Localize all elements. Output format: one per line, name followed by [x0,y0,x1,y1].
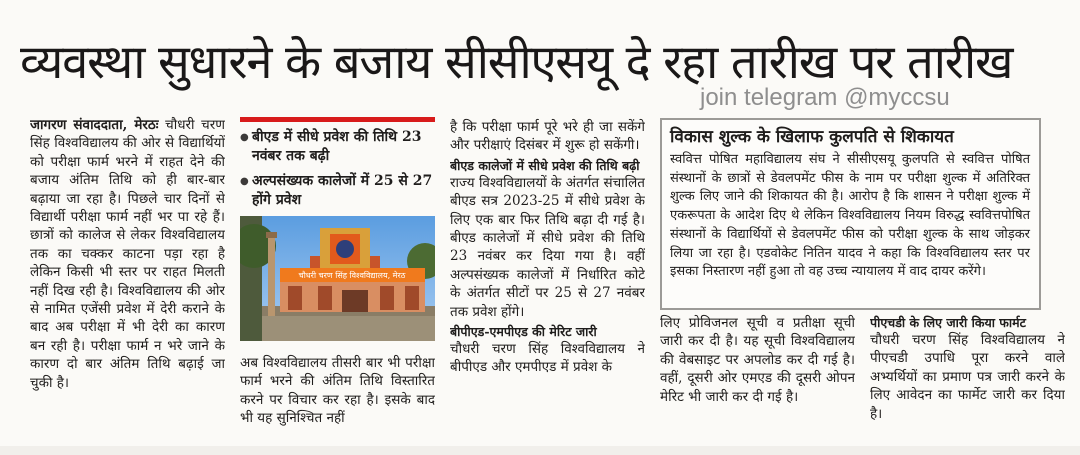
highlights-red-rule [240,117,435,122]
col4-text: लिए प्रोविजनल सूची व प्रतीक्षा सूची जारी कर दी है। यह सूची विश्वविद्यालय की वेबसाइट पर अपलोड कर दी गई है। वहीं, दूसरी ओर एमएड की दूसरी ओपन मेरिट भी जारी कर दी गई है। [660,315,855,405]
byline: जागरण संवाददाता, मेरठः [30,117,159,133]
page-bottom-edge [0,446,1080,455]
subheading-bped-merit: बीपीएड-एमपीएड की मेरिट जारी [450,324,597,340]
article-column-3 [450,118,645,438]
gate-sign-text: चौधरी चरण सिंह विश्वविद्यालय, मेरठ [298,271,406,280]
article-column-5 [870,314,1065,438]
box-body: स्ववित्त पोषित महाविद्यालय संघ ने सीसीएसयू कुलपति से स्ववित्त पोषित संस्थानों के छात्रों से डेवलपमेंट फीस के नाम पर परीक्षा शुल्क में अतिरिक्त शुल्क लिए जाने की शिकायत की है। आरोप है कि शासन ने परीक्षा शुल्क में एकरूपता के आदेश दिए थे लेकिन विश्वविद्यालय नियम विरुद्ध स्ववित्तपोषित संस्थानों के विद्यार्थियों से डेवलपमेंट फीस को परीक्षा शुल्क के साथ जोड़कर लिया जा रहा है। एडवोकेट नितिन यादव ने कहा कि विश्वविद्यालय स्तर पर इसका निस्तारण नहीं हुआ तो वह उच्च न्यायालय में वाद दायर करेंगे। [670,152,1030,280]
article-column-1 [30,116,225,438]
col3-text-3: चौधरी चरण सिंह विश्वविद्यालय ने बीपीएड और एमपीएड में प्रवेश के [450,341,645,376]
col1-text: चौधरी चरण सिंह विश्वविद्यालय की ओर से विद्यार्थियों को परीक्षा फार्म भरने में राहत देने की बजाय अंतिम तिथि को ही बार-बार बढ़ाया जा रहा है। पिछले चार दिनों से विद्यार्थी परीक्षा फार्म नहीं भर पा रहे हैं। छात्रों को कालेज से लेकर विश्वविद्यालय तक का चक्कर काटना पड़ा रहा है लेकिन किसी भी स्तर पर राहत मिलती नहीं दिख रही है। विश्वविद्यालय की ओर से नामित एजेंसी प्रवेश में देरी कराने के बाद अब परीक्षा में भी देरी का कारण बन रही है। परीक्षा फार्म न भरे जाने के कारण दो बार अंतिम तिथि बढ़ाई जा चुकी है। [30,117,225,391]
university-gate-photo [240,216,435,341]
highlight-bullet: ● बीएड में सीधे प्रवेश की तिथि 23 नवंबर तक बढ़ी [240,128,435,166]
highlights-box [240,117,435,215]
article-column-4 [660,314,855,438]
telegram-watermark: join telegram @myccsu [700,84,950,111]
article-column-2 [240,354,435,438]
col5-text: चौधरी चरण सिंह विश्वविद्यालय ने पीएचडी उपाधि पूरा करने वाले अभ्यर्थियों का प्रमाण पत्र जारी करने के लिए आवेदन का फार्मेट जारी कर दिया है। [870,332,1065,422]
box-title: विकास शुल्क के खिलाफ कुलपति से शिकायत [670,127,954,147]
col3-text-1: है कि परीक्षा फार्म पूरे भरे ही जा सकेंगे और परीक्षाएं दिसंबर में शुरू हो सकेंगी। [450,119,645,154]
col2-text: अब विश्वविद्यालय तीसरी बार भी परीक्षा फार्म भरने की अंतिम तिथि विस्तारित करने पर विचार कर रहा है। इसके बाद भी यह सुनिश्चित नहीं [240,355,435,427]
subheading-phd-format: पीएचडी के लिए जारी किया फार्मट [870,315,1026,330]
highlight-bullet: ● अल्पसंख्यक कालेजों में 25 से 27 होंगे प्रवेश [240,172,435,210]
complaint-box [660,118,1041,310]
subheading-bed-date: बीएड कालेजों में सीधे प्रवेश की तिथि बढ़ी [450,157,640,173]
headline: व्यवस्था सुधारने के बजाय सीसीएसयू दे रहा तारीख पर तारीख [20,35,1013,90]
col3-text-2: राज्य विश्वविद्यालयों के अंतर्गत संचालित बीएड सत्र 2023-25 में सीधे प्रवेश के लिए एक बार फिर तिथि बढ़ा दी गई है। बीएड कालेजों में सीधे प्रवेश की तिथि 23 नवंबर कर दिया गया है। वहीं अल्पसंख्यक कालेजों में निर्धारित कोटे के अंतर्गत सीटों पर 25 से 27 नवंबर तक प्रवेश होंगे। [450,174,645,320]
